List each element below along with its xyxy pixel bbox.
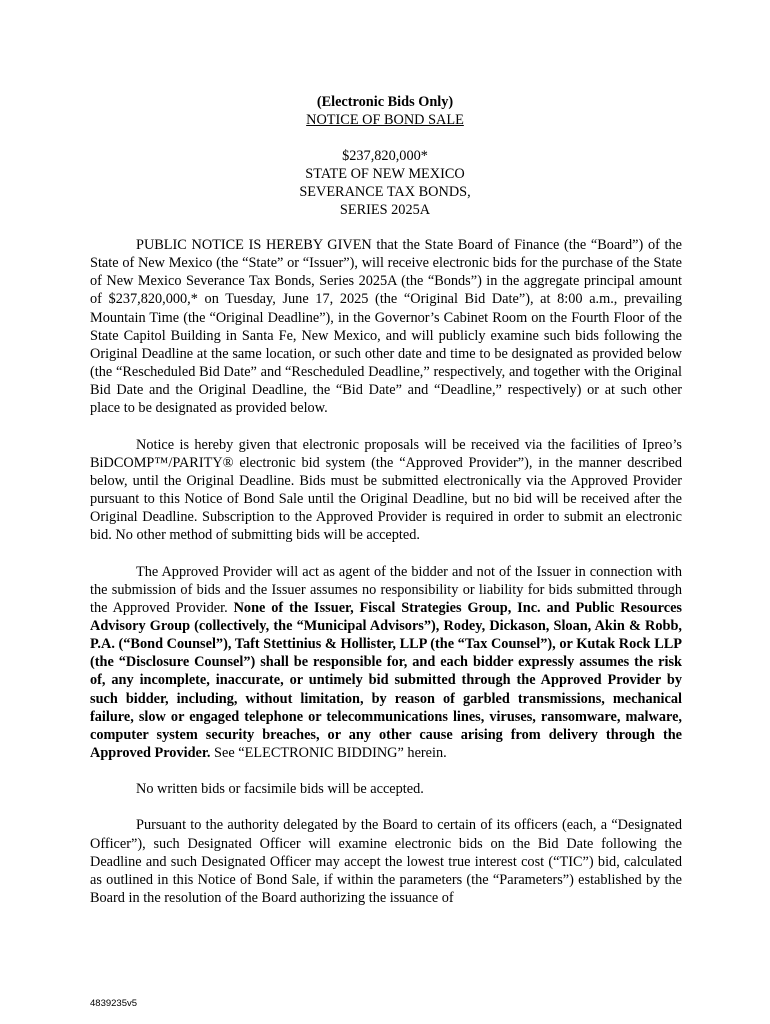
bid-type-heading: (Electronic Bids Only) — [316, 94, 454, 110]
paragraph-approved-provider — [90, 563, 682, 763]
bond-name: SEVERANCE TAX BONDS, — [299, 184, 471, 200]
bond-series: SERIES 2025A — [339, 202, 431, 218]
paragraph-no-written-bids: No written bids or facsimile bids will be accepted. — [136, 781, 424, 798]
approved-provider-plain-text: The Approved Provider will act as agent of the bidder and not of the Issuer in connection with the submission of bids and the Issuer assumes no responsibility or liability for bids submitted through the Approved Provider. — [90, 563, 682, 616]
notice-header — [0, 93, 770, 219]
paragraph-electronic-proposals: Notice is hereby given that electronic proposals will be received via the facilities of Ipreo’s BiDCOMP™/PARITY® electronic bid system (the “Approved Provider”), in the manner described below, until the Original Deadline. Bids must be submitted electronically via the Approved Provider pursuant to this Notice of Bond Sale until the Original Deadline, but no bid will be received after the Original Deadline. Subscription to the Approved Provider is required in order to submit an electronic bid. No other method of submitting bids will be accepted. — [90, 436, 682, 544]
document-id: 4839235v5 — [90, 998, 138, 1009]
paragraph-public-notice: PUBLIC NOTICE IS HEREBY GIVEN that the State Board of Finance (the “Board”) of the State of New Mexico (the “State” or “Issuer”), will receive electronic bids for the purchase of the State of New Mexico Severance Tax Bonds, Series 2025A (the “Bonds”) in the aggregate principal amount of $237,820,000,* on Tuesday, June 17, 2025 (the “Original Bid Date”), at 8:00 a.m., prevailing Mountain Time (the “Original Deadline”), in the Governor’s Cabinet Room on the Fourth Floor of the State Capitol Building in Santa Fe, New Mexico, and will publicly examine such bids following the Original Deadline at the same location, or such other date and time to be designated as provided below (the “Rescheduled Bid Date” and “Rescheduled Deadline,” respectively, and together with the Original Bid Date and the Original Deadline, the “Bid Date” and “Deadline,” respectively) or at such other place to be designated as provided below. — [90, 237, 682, 417]
issuer-name: STATE OF NEW MEXICO — [305, 166, 465, 182]
notice-title: NOTICE OF BOND SALE — [306, 112, 464, 128]
liability-disclaimer-bold: None of the Issuer, Fiscal Strategies Group, Inc. and Public Resources Advisory Group (collectively, the “Municipal Advisors”), Rodey, Dickason, Sloan, Akin & Robb, P.A. (“Bond Counsel”), Taft Stettinius & Hollister, LLP (the “Tax Counsel”), or Kutak Rock LLP (the “Disclosure Counsel”) shall be responsible for, and each bidder expressly assumes the risk of, any incomplete, inaccurate, or untimely bid submitted through the Approved Provider by such bidder, including, without limitation, by reason of garbled transmissions, mechanical failure, slow or engaged telephone or telecommunications lines, viruses, ransomware, malware, computer system security breaches, or any other cause arising from delivery through the Approved Provider. — [90, 599, 682, 762]
bond-amount: $237,820,000* — [342, 148, 428, 164]
notice-body — [90, 236, 682, 907]
paragraph-designated-officer: Pursuant to the authority delegated by the Board to certain of its officers (each, a “Designated Officer”), such Designated Officer will examine electronic bids on the Bid Date following the Deadline and such Designated Officer may accept the lowest true interest cost (“TIC”) bid, calculated as outlined in this Notice of Bond Sale, if within the parameters (the “Parameters”) established by the Board in the resolution of the Board authorizing the issuance of — [90, 817, 682, 906]
header-spacer — [0, 129, 770, 147]
electronic-bidding-reference: See “ELECTRONIC BIDDING” herein. — [210, 745, 447, 762]
